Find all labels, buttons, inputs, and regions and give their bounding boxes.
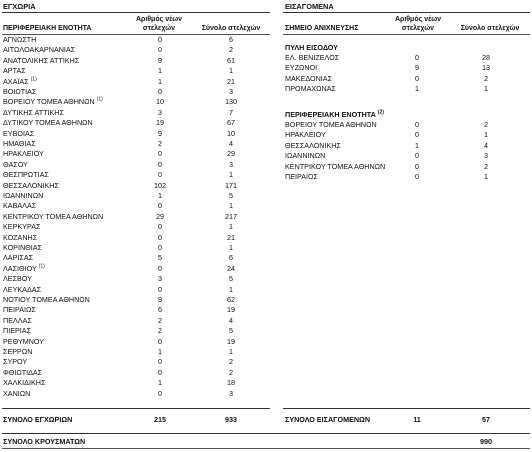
row-name-text: ΧΑΛΚΙΔΙΚΗΣ [3, 378, 46, 388]
row-name-text: ΕΛ. ΒΕΝΙΖΕΛΟΣ [285, 53, 340, 62]
row-total-count: 1 [229, 284, 233, 294]
row-name-text: ΛΕΣΒΟΥ [3, 274, 32, 284]
row-total-count: 3 [229, 388, 233, 398]
row-total-count: 62 [227, 295, 235, 304]
row-total-count: 217 [225, 211, 237, 221]
row-total-count: 1 [229, 201, 233, 211]
row-new-count: 9 [158, 128, 162, 138]
row-new-count: 3 [158, 107, 162, 117]
imported-section-title: ΕΙΣΑΓΟΜΕΝΑ [285, 2, 334, 11]
row-name [3, 108, 64, 118]
row-name-text: ΒΟΙΩΤΙΑΣ [3, 87, 37, 96]
row-name-text: ΘΕΣΣΑΛΟΝΙΚΗΣ [285, 140, 341, 150]
row-new-count: 0 [158, 201, 162, 211]
row-name-text: ΚΕΝΤΡΙΚΟΥ ΤΟΜΕΑ ΑΘΗΝΩΝ [3, 211, 104, 221]
row-name-text: ΠΡΟΜΑΧΩΝΑΣ [285, 84, 336, 94]
row-new-count: 0 [158, 243, 162, 252]
row-name-text: ΜΑΚΕΔΟΝΙΑΣ [285, 73, 333, 83]
row-new-count: 2 [158, 139, 162, 148]
row-name-text: ΑΓΝΩΣΤΗ [3, 35, 37, 44]
row-new-count: 0 [158, 159, 162, 169]
row-name-text: ΠΕΛΛΑΣ [3, 315, 32, 325]
region-subtitle [285, 110, 384, 119]
row-new-count: 0 [158, 87, 162, 96]
row-name-text: ΡΕΘΥΜΝΟΥ [3, 336, 45, 346]
row-new-count: 10 [156, 97, 164, 107]
row-name [285, 130, 326, 140]
row-total-count: 7 [229, 107, 233, 117]
row-new-count: 5 [158, 253, 162, 263]
row-name [3, 77, 37, 87]
row-new-count: 0 [158, 284, 162, 294]
row-new-count: 0 [415, 151, 419, 161]
row-name [3, 170, 49, 180]
row-name-text: ΑΡΤΑΣ [3, 66, 26, 76]
row-total-count: 171 [225, 180, 237, 190]
row-name-text: ΗΡΑΚΛΕΙΟΥ [285, 130, 326, 140]
row-total-count: 2 [484, 73, 488, 83]
left-col-new-header: Αριθμός νέων στελεχών [135, 16, 183, 32]
row-new-count: 29 [156, 211, 164, 221]
grand-total-value: 990 [480, 437, 492, 446]
row-name [3, 56, 79, 66]
row-name [285, 172, 318, 182]
row-total-count: 5 [229, 274, 233, 284]
row-name-text: ΔΥΤΙΚΗΣ ΑΤΤΙΚΗΣ [3, 107, 64, 117]
row-total-count: 5 [229, 191, 233, 200]
grand-total-bottom-rule [2, 448, 530, 449]
row-name [285, 162, 385, 172]
grand-total-label: ΣΥΝΟΛΟ ΚΡΟΥΣΜΑΤΩΝ [3, 437, 86, 446]
right-col-point-header: ΣΗΜΕΙΟ ΑΝΙΧΝΕΥΣΗΣ [285, 25, 359, 32]
right-title-divider [283, 12, 530, 13]
row-total-count: 19 [227, 305, 235, 315]
row-total-count: 1 [229, 347, 233, 356]
row-total-count: 3 [484, 151, 488, 161]
row-new-count: 0 [415, 53, 419, 62]
left-title-divider [2, 12, 270, 13]
row-total-count: 6 [229, 35, 233, 44]
row-name [3, 118, 93, 128]
row-new-count: 102 [154, 180, 166, 190]
row-new-count: 0 [415, 172, 419, 181]
row-total-count: 130 [225, 97, 237, 107]
row-total-count: 2 [229, 45, 233, 55]
row-total-count: 1 [229, 66, 233, 76]
row-new-count: 1 [158, 76, 162, 86]
row-total-count: 2 [229, 357, 233, 367]
row-name [3, 212, 103, 222]
row-new-count: 1 [158, 378, 162, 388]
row-name-text: ΧΑΝΙΩΝ [3, 388, 31, 398]
row-name [3, 66, 26, 76]
row-new-count: 2 [158, 315, 162, 325]
row-name [285, 53, 339, 63]
row-new-count: 0 [158, 357, 162, 367]
row-new-count: 0 [415, 120, 419, 129]
row-name [285, 63, 317, 73]
row-new-count: 0 [158, 45, 162, 55]
row-new-count: 0 [158, 336, 162, 346]
row-name [285, 151, 325, 161]
row-new-count: 1 [158, 347, 162, 356]
domestic-total-total: 933 [225, 415, 237, 424]
row-name [3, 201, 36, 211]
row-name-text: ΑΧΑΪΑΣ [3, 76, 31, 86]
row-new-count: 0 [415, 130, 419, 140]
row-total-count: 1 [484, 130, 488, 140]
row-new-count: 0 [158, 149, 162, 159]
row-name-text: ΘΑΣΟΥ [3, 159, 28, 169]
row-name-text: ΝΟΤΙΟΥ ΤΟΜΕΑ ΑΘΗΝΩΝ [3, 295, 90, 304]
row-name [3, 357, 27, 367]
row-name [3, 222, 40, 232]
left-col-region-header: ΠΕΡΙΦΕΡΕΙΑΚΗ ΕΝΟΤΗΤΑ [3, 25, 92, 32]
row-name-text: ΑΙΤΩΛΟΑΚΑΡΝΑΝΙΑΣ [3, 45, 76, 55]
row-new-count: 0 [158, 232, 162, 242]
row-new-count: 0 [415, 73, 419, 83]
grand-total-divider [2, 433, 530, 434]
imported-total-label: ΣΥΝΟΛΟ ΕΙΣΑΓΟΜΕΝΩΝ [285, 415, 371, 424]
row-name [3, 139, 36, 149]
row-total-count: 4 [484, 140, 488, 150]
row-name [3, 45, 75, 55]
row-total-count: 1 [229, 170, 233, 180]
row-name [285, 120, 377, 130]
left-total-divider [2, 408, 270, 409]
row-new-count: 0 [158, 263, 162, 273]
row-name [3, 149, 44, 159]
row-total-count: 13 [482, 63, 490, 73]
row-name [3, 129, 34, 139]
row-name-text: ΕΥΒΟΙΑΣ [3, 128, 35, 138]
row-total-count: 1 [484, 84, 488, 94]
row-name-text: ΗΜΑΘΙΑΣ [3, 139, 36, 148]
row-name-text: ΙΩΑΝΝΙΝΩΝ [285, 151, 326, 161]
row-new-count: 6 [158, 305, 162, 315]
row-name [3, 274, 32, 284]
right-col-total-header: Σύνολο στελεχών [460, 25, 520, 32]
row-name [3, 337, 44, 347]
row-name [3, 97, 103, 107]
row-name-text: ΠΙΕΡΙΑΣ [3, 326, 32, 336]
region-subtitle-text: ΠΕΡΙΦΕΡΕΙΑΚΗ ΕΝΟΤΗΤΑ [285, 110, 378, 119]
row-footnote: (1) [38, 263, 45, 270]
right-header-divider [283, 34, 530, 35]
right-total-divider [283, 408, 530, 409]
row-name [3, 347, 32, 357]
row-name-text: ΙΩΑΝΝΙΝΩΝ [3, 191, 44, 200]
row-name [3, 285, 41, 295]
row-name [3, 389, 30, 399]
row-total-count: 5 [229, 326, 233, 336]
row-new-count: 0 [415, 161, 419, 171]
row-name [3, 264, 45, 274]
row-name [3, 160, 28, 170]
row-name-text: ΘΕΣΣΑΛΟΝΙΚΗΣ [3, 180, 59, 190]
row-name-text: ΗΡΑΚΛΕΙΟΥ [3, 149, 44, 159]
row-total-count: 2 [229, 367, 233, 377]
row-name-text: ΣΥΡΟΥ [3, 357, 28, 367]
row-total-count: 19 [227, 336, 235, 346]
row-new-count: 1 [158, 191, 162, 200]
row-new-count: 3 [158, 274, 162, 284]
left-col-total-header: Σύνολο στελεχών [201, 25, 261, 32]
row-new-count: 0 [158, 35, 162, 44]
row-new-count: 2 [158, 326, 162, 336]
row-name [3, 181, 59, 191]
row-name [285, 84, 336, 94]
row-name-text: ΚΕΝΤΡΙΚΟΥ ΤΟΜΕΑ ΑΘΗΝΩΝ [285, 161, 386, 171]
row-name [3, 368, 42, 378]
region-subtitle-note: (2) [377, 109, 384, 116]
row-total-count: 2 [484, 120, 488, 129]
row-name [3, 35, 36, 45]
row-footnote: (1) [96, 97, 103, 103]
row-total-count: 1 [229, 243, 233, 252]
row-name-text: ΣΕΡΡΩΝ [3, 347, 33, 356]
row-total-count: 29 [227, 149, 235, 159]
row-new-count: 0 [158, 388, 162, 398]
row-total-count: 4 [229, 139, 233, 148]
row-total-count: 4 [229, 315, 233, 325]
row-name-text: ΚΑΒΑΛΑΣ [3, 201, 37, 211]
row-total-count: 3 [229, 87, 233, 96]
row-total-count: 21 [227, 76, 235, 86]
row-name-text: ΕΥΖΩΝΟΙ [285, 63, 318, 73]
row-name-text: ΒΟΡΕΙΟΥ ΤΟΜΕΑ ΑΘΗΝΩΝ [285, 120, 377, 129]
row-name [3, 295, 90, 305]
entry-point-subtitle: ΠΥΛΗ ΕΙΣΟΔΟΥ [285, 43, 338, 52]
row-name-text: ΒΟΡΕΙΟΥ ΤΟΜΕΑ ΑΘΗΝΩΝ [3, 97, 97, 107]
row-name-text: ΛΑΡΙΣΑΣ [3, 253, 34, 263]
row-new-count: 9 [158, 295, 162, 304]
row-total-count: 3 [229, 159, 233, 169]
domestic-total-new: 215 [154, 415, 166, 424]
row-name [3, 326, 31, 336]
row-footnote: (1) [30, 76, 37, 83]
row-name [3, 191, 43, 201]
row-name [3, 87, 36, 97]
row-new-count: 0 [158, 367, 162, 377]
row-name-text: ΛΑΣΙΘΙΟΥ [3, 263, 39, 273]
row-name [285, 141, 341, 151]
row-name [3, 305, 36, 315]
domestic-section-title: ΕΓΧΩΡΙΑ [3, 2, 36, 11]
row-new-count: 19 [156, 118, 164, 128]
row-name [285, 74, 332, 84]
row-total-count: 2 [484, 161, 488, 171]
row-total-count: 1 [229, 222, 233, 232]
domestic-total-label: ΣΥΝΟΛΟ ΕΓΧΩΡΙΩΝ [3, 415, 73, 424]
row-total-count: 6 [229, 253, 233, 263]
row-name [3, 253, 33, 263]
row-new-count: 0 [158, 170, 162, 180]
row-name-text: ΔΥΤΙΚΟΥ ΤΟΜΕΑ ΑΘΗΝΩΝ [3, 118, 93, 128]
row-total-count: 10 [227, 128, 235, 138]
row-name-text: ΠΕΙΡΑΙΩΣ [3, 305, 36, 315]
row-name-text: ΚΟΡΙΝΘΙΑΣ [3, 243, 42, 252]
row-new-count: 0 [158, 222, 162, 232]
imported-total-new: 11 [413, 415, 421, 424]
row-name-text: ΠΕΙΡΑΙΩΣ [285, 172, 318, 181]
row-name-text: ΑΝΑΤΟΛΙΚΗΣ ΑΤΤΙΚΗΣ [3, 55, 80, 65]
row-new-count: 9 [415, 63, 419, 73]
row-name-text: ΚΟΖΑΝΗΣ [3, 232, 38, 242]
row-total-count: 1 [484, 172, 488, 181]
row-name-text: ΦΘΙΩΤΙΔΑΣ [3, 367, 43, 377]
row-name-text: ΘΕΣΠΡΩΤΙΑΣ [3, 170, 49, 180]
row-name-text: ΚΕΡΚΥΡΑΣ [3, 222, 41, 232]
row-total-count: 18 [227, 378, 235, 388]
row-new-count: 1 [415, 140, 419, 150]
row-total-count: 21 [227, 232, 235, 242]
imported-total-total: 57 [482, 415, 490, 424]
row-name [3, 378, 45, 388]
row-name [3, 243, 42, 253]
row-new-count: 9 [158, 55, 162, 65]
row-name [3, 316, 32, 326]
row-name [3, 233, 37, 243]
row-total-count: 67 [227, 118, 235, 128]
row-total-count: 61 [227, 55, 235, 65]
right-col-new-header: Αριθμός νέων στελεχών [394, 16, 442, 32]
row-total-count: 24 [227, 263, 235, 273]
row-new-count: 1 [415, 84, 419, 94]
row-total-count: 28 [482, 53, 490, 62]
row-name-text: ΛΕΥΚΑΔΑΣ [3, 284, 42, 294]
row-new-count: 1 [158, 66, 162, 76]
